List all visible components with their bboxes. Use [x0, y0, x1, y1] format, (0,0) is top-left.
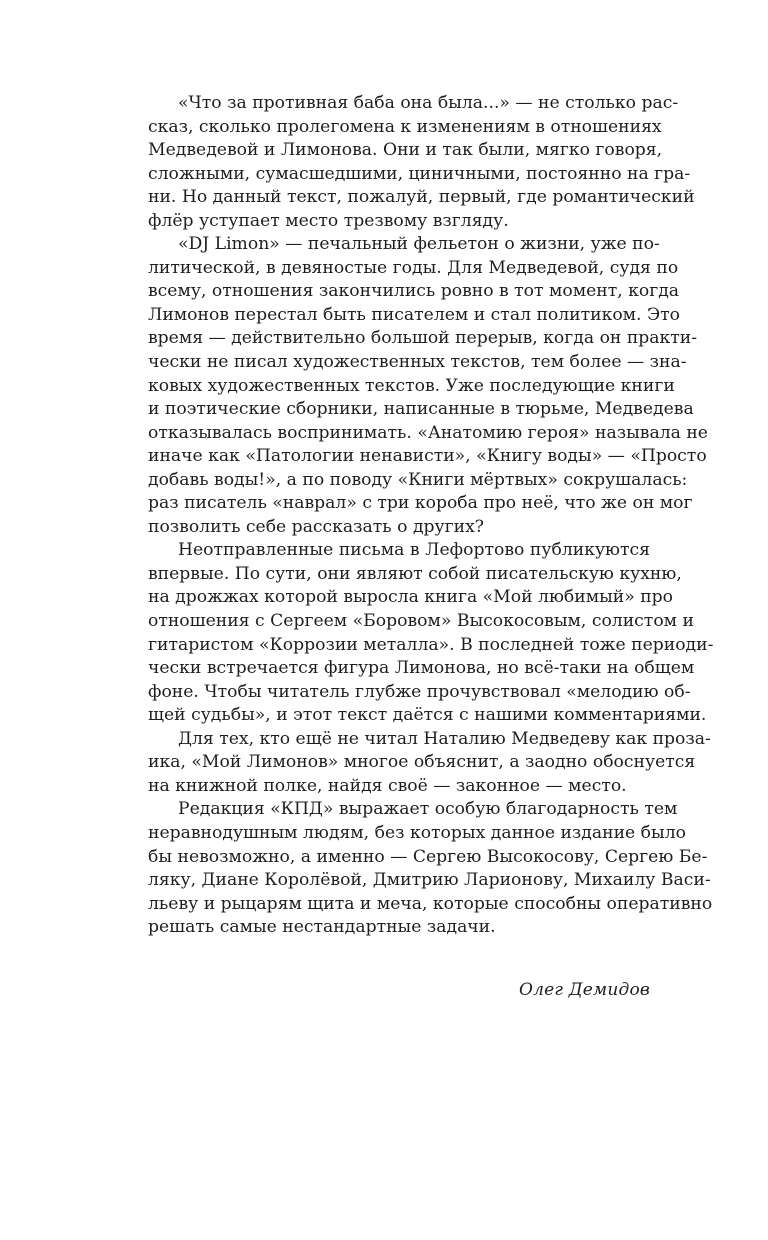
text-line: и поэтические сборники, написанные в тюрьме, Медведева: [148, 399, 694, 420]
text-line: сложными, сумасшедшими, циничными, постоянно на гра-: [148, 163, 691, 184]
text-line: иначе как «Патологии ненависти», «Книгу воды» — «Просто: [148, 446, 707, 467]
text-line: литической, в девяностые годы. Для Медведевой, судя по: [148, 257, 679, 278]
text-line: чески встречается фигура Лимонова, но всё-таки на общем: [148, 658, 695, 679]
paragraph-dj-limon: [118, 233, 708, 539]
text-line: время — действительно большой перерыв, когда он практи-: [148, 328, 698, 349]
paragraph-acknowledgements: [118, 798, 713, 939]
text-line: льеву и рыцарям щита и меча, которые способны оперативно: [148, 893, 713, 914]
text-line: на книжной полке, найдя своё — законное — место.: [148, 775, 627, 796]
text-line: Медведевой и Лимонова. Они и так были, мягко говоря,: [148, 140, 663, 161]
paragraph-prose-reader: [118, 728, 711, 799]
text-line: отказывалась воспринимать. «Анатомию героя» называла не: [148, 422, 708, 443]
text-line: впервые. По сути, они являют собой писательскую кухню,: [148, 563, 682, 584]
text-line: бы невозможно, а именно — Сергею Высокосову, Сергею Бе-: [148, 846, 708, 867]
text-line: отношения с Сергеем «Боровом» Высокосовым, солистом и: [148, 611, 694, 632]
text-line: всему, отношения закончились ровно в тот момент, когда: [148, 281, 680, 302]
text-line: щей судьбы», и этот текст даётся с нашими комментариями.: [148, 705, 707, 726]
text-line: ни. Но данный текст, пожалуй, первый, где романтический: [148, 187, 695, 208]
text-line: решать самые нестандартные задачи.: [148, 917, 496, 938]
text-line: чески не писал художественных текстов, тем более — зна-: [148, 352, 687, 373]
text-line: Редакция «КПД» выражает особую благодарность тем: [178, 799, 678, 820]
text-line: ика, «Мой Лимонов» многое объяснит, а заодно обоснуется: [148, 752, 696, 773]
text-line: позволить себе рассказать о других?: [148, 516, 485, 537]
text-line: Для тех, кто ещё не читал Наталию Медведеву как проза-: [178, 728, 711, 749]
text-line: неравнодушным людям, без которых данное издание было: [148, 822, 686, 843]
text-line: ковых художественных текстов. Уже последующие книги: [148, 375, 675, 396]
text-line: на дрожжах которой выросла книга «Мой любимый» про: [148, 587, 674, 608]
text-line: раз писатель «наврал» с три короба про неё, что же он мог: [148, 493, 693, 514]
text-line: фоне. Чтобы читатель глубже прочувствовал «мелодию об-: [148, 681, 691, 702]
text-line: Неотправленные письма в Лефортово публикуются: [178, 540, 650, 561]
text-line: гитаристом «Коррозии металла». В последней тоже периоди-: [148, 634, 714, 655]
paragraph-intro: [118, 92, 695, 233]
author-signature: Олег Демидов: [518, 980, 650, 1000]
paragraph-lefortovo-letters: [118, 539, 714, 727]
text-line: сказ, сколько пролегомена к изменениям в отношениях: [148, 116, 662, 137]
text-line: ляку, Диане Королёвой, Дмитрию Ларионову, Михаилу Васи-: [148, 870, 711, 891]
text-line: «Что за противная баба она была...» — не столько рас-: [178, 93, 679, 113]
text-line: Лимонов перестал быть писателем и стал политиком. Это: [148, 304, 680, 325]
document-body: [118, 92, 714, 940]
text-line: добавь воды!», а по поводу «Книги мёртвых» сокрушалась:: [148, 469, 688, 490]
text-line: флёр уступает место трезвому взгляду.: [148, 210, 509, 231]
text-line: «DJ Limon» — печальный фельетон о жизни, уже по-: [178, 234, 660, 255]
